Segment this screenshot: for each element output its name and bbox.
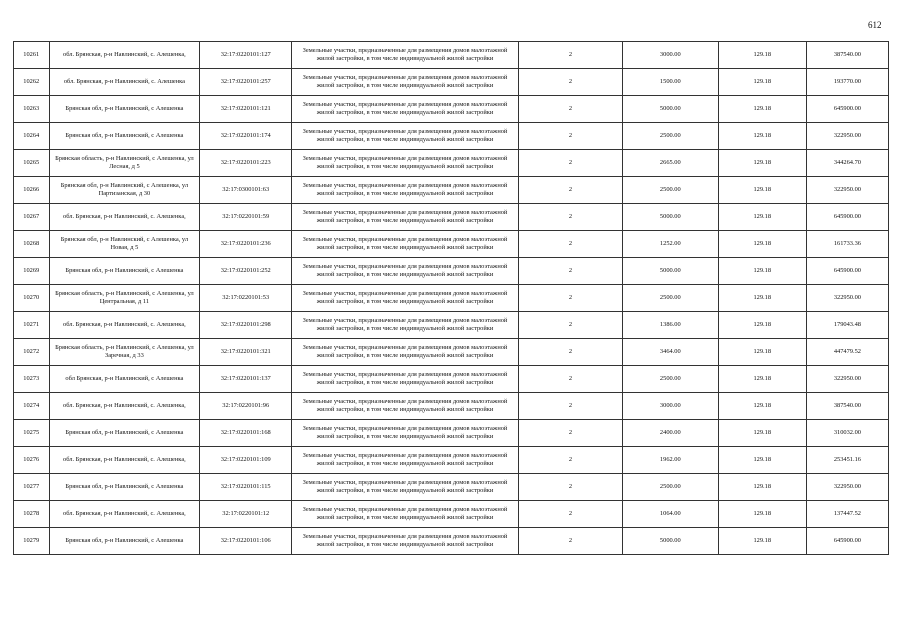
land-use-cell: Земельные участки, предназначенные для размещения домов малоэтажной жилой застройки, в том числе индивидуальной жилой застройки xyxy=(292,69,519,96)
cadastral-number-cell: 32:17:0220101:252 xyxy=(200,258,292,285)
area-cell: 5000.00 xyxy=(623,528,719,555)
address-cell: Брянская обл, р-н Навлинский, с Алешенка, ул Партизанская, д 30 xyxy=(49,177,200,204)
group-cell: 2 xyxy=(518,528,622,555)
cadastral-number-cell: 32:17:0220101:12 xyxy=(200,501,292,528)
cadastral-value-cell: 161733.36 xyxy=(806,231,888,258)
cadastral-number-cell: 32:17:0220101:174 xyxy=(200,123,292,150)
area-cell: 5000.00 xyxy=(623,258,719,285)
land-use-cell: Земельные участки, предназначенные для размещения домов малоэтажной жилой застройки, в том числе индивидуальной жилой застройки xyxy=(292,393,519,420)
land-use-cell: Земельные участки, предназначенные для размещения домов малоэтажной жилой застройки, в том числе индивидуальной жилой застройки xyxy=(292,177,519,204)
row-number: 10262 xyxy=(14,69,50,96)
row-number: 10264 xyxy=(14,123,50,150)
table-row xyxy=(14,258,889,285)
specific-value-cell: 129.18 xyxy=(718,285,806,312)
group-cell: 2 xyxy=(518,258,622,285)
page-number: 612 xyxy=(868,20,882,30)
group-cell: 2 xyxy=(518,150,622,177)
cadastral-number-cell: 32:17:0220101:168 xyxy=(200,420,292,447)
group-cell: 2 xyxy=(518,231,622,258)
land-use-cell: Земельные участки, предназначенные для размещения домов малоэтажной жилой застройки, в том числе индивидуальной жилой застройки xyxy=(292,258,519,285)
area-cell: 1064.00 xyxy=(623,501,719,528)
area-cell: 1500.00 xyxy=(623,69,719,96)
table-body xyxy=(14,42,889,555)
group-cell: 2 xyxy=(518,285,622,312)
row-number: 10272 xyxy=(14,339,50,366)
group-cell: 2 xyxy=(518,96,622,123)
group-cell: 2 xyxy=(518,42,622,69)
specific-value-cell: 129.18 xyxy=(718,528,806,555)
table-row xyxy=(14,177,889,204)
address-cell: Брянская обл, р-н Навлинский, с Алешенка xyxy=(49,420,200,447)
land-use-cell: Земельные участки, предназначенные для размещения домов малоэтажной жилой застройки, в том числе индивидуальной жилой застройки xyxy=(292,339,519,366)
cadastral-value-cell: 645900.00 xyxy=(806,528,888,555)
group-cell: 2 xyxy=(518,204,622,231)
group-cell: 2 xyxy=(518,366,622,393)
address-cell: обл. Брянская, р-н Навлинский, с. Алешенка, xyxy=(49,447,200,474)
group-cell: 2 xyxy=(518,123,622,150)
row-number: 10261 xyxy=(14,42,50,69)
address-cell: Брянская обл, р-н Навлинский, с Алешенка xyxy=(49,96,200,123)
specific-value-cell: 129.18 xyxy=(718,150,806,177)
row-number: 10270 xyxy=(14,285,50,312)
area-cell: 3000.00 xyxy=(623,42,719,69)
row-number: 10265 xyxy=(14,150,50,177)
group-cell: 2 xyxy=(518,177,622,204)
cadastral-number-cell: 32:17:0220101:298 xyxy=(200,312,292,339)
group-cell: 2 xyxy=(518,501,622,528)
area-cell: 2500.00 xyxy=(623,177,719,204)
address-cell: Брянская обл, р-н Навлинский, с Алешенка xyxy=(49,258,200,285)
specific-value-cell: 129.18 xyxy=(718,474,806,501)
specific-value-cell: 129.18 xyxy=(718,258,806,285)
cadastral-value-cell: 387540.00 xyxy=(806,393,888,420)
cadastral-value-cell: 322950.00 xyxy=(806,177,888,204)
cadastral-value-cell: 645900.00 xyxy=(806,204,888,231)
address-cell: Брянская обл, р-н Навлинский, с Алешенка xyxy=(49,528,200,555)
row-number: 10267 xyxy=(14,204,50,231)
area-cell: 1962.00 xyxy=(623,447,719,474)
specific-value-cell: 129.18 xyxy=(718,501,806,528)
land-use-cell: Земельные участки, предназначенные для размещения домов малоэтажной жилой застройки, в том числе индивидуальной жилой застройки xyxy=(292,528,519,555)
table-row xyxy=(14,312,889,339)
table-row xyxy=(14,528,889,555)
group-cell: 2 xyxy=(518,420,622,447)
row-number: 10268 xyxy=(14,231,50,258)
specific-value-cell: 129.18 xyxy=(718,42,806,69)
specific-value-cell: 129.18 xyxy=(718,366,806,393)
cadastral-number-cell: 32:17:0220101:127 xyxy=(200,42,292,69)
address-cell: обл. Брянская, р-н Навлинский, с. Алешенка xyxy=(49,69,200,96)
address-cell: обл. Брянская, р-н Навлинский, с. Алешенка, xyxy=(49,393,200,420)
area-cell: 3464.00 xyxy=(623,339,719,366)
address-cell: Брянская обл, р-н Навлинский, с Алешенка xyxy=(49,123,200,150)
specific-value-cell: 129.18 xyxy=(718,177,806,204)
area-cell: 3000.00 xyxy=(623,393,719,420)
cadastral-value-cell: 447479.52 xyxy=(806,339,888,366)
table-row xyxy=(14,231,889,258)
area-cell: 2500.00 xyxy=(623,123,719,150)
table-row xyxy=(14,366,889,393)
cadastral-value-cell: 322950.00 xyxy=(806,474,888,501)
address-cell: Брянская обл, р-н Навлинский, с Алешенка xyxy=(49,474,200,501)
land-use-cell: Земельные участки, предназначенные для размещения домов малоэтажной жилой застройки, в том числе индивидуальной жилой застройки xyxy=(292,285,519,312)
table-row xyxy=(14,501,889,528)
cadastral-number-cell: 32:17:0220101:59 xyxy=(200,204,292,231)
cadastral-value-cell: 322950.00 xyxy=(806,285,888,312)
specific-value-cell: 129.18 xyxy=(718,393,806,420)
cadastral-value-cell: 645900.00 xyxy=(806,258,888,285)
group-cell: 2 xyxy=(518,339,622,366)
land-use-cell: Земельные участки, предназначенные для размещения домов малоэтажной жилой застройки, в том числе индивидуальной жилой застройки xyxy=(292,312,519,339)
land-use-cell: Земельные участки, предназначенные для размещения домов малоэтажной жилой застройки, в том числе индивидуальной жилой застройки xyxy=(292,447,519,474)
cadastral-value-cell: 322950.00 xyxy=(806,123,888,150)
cadastral-number-cell: 32:17:0220101:137 xyxy=(200,366,292,393)
table-row xyxy=(14,420,889,447)
row-number: 10279 xyxy=(14,528,50,555)
table-row xyxy=(14,339,889,366)
table-row xyxy=(14,204,889,231)
area-cell: 2500.00 xyxy=(623,474,719,501)
area-cell: 2500.00 xyxy=(623,366,719,393)
specific-value-cell: 129.18 xyxy=(718,339,806,366)
group-cell: 2 xyxy=(518,474,622,501)
group-cell: 2 xyxy=(518,69,622,96)
cadastral-number-cell: 32:17:0220101:223 xyxy=(200,150,292,177)
area-cell: 2400.00 xyxy=(623,420,719,447)
cadastral-value-table xyxy=(13,41,889,555)
cadastral-number-cell: 32:17:0220101:53 xyxy=(200,285,292,312)
cadastral-value-cell: 310032.00 xyxy=(806,420,888,447)
group-cell: 2 xyxy=(518,312,622,339)
land-use-cell: Земельные участки, предназначенные для размещения домов малоэтажной жилой застройки, в том числе индивидуальной жилой застройки xyxy=(292,123,519,150)
table-row xyxy=(14,123,889,150)
cadastral-number-cell: 32:17:0220101:96 xyxy=(200,393,292,420)
cadastral-value-cell: 179043.48 xyxy=(806,312,888,339)
land-use-cell: Земельные участки, предназначенные для размещения домов малоэтажной жилой застройки, в том числе индивидуальной жилой застройки xyxy=(292,420,519,447)
cadastral-number-cell: 32:17:0220101:115 xyxy=(200,474,292,501)
specific-value-cell: 129.18 xyxy=(718,312,806,339)
table-row xyxy=(14,285,889,312)
row-number: 10276 xyxy=(14,447,50,474)
cadastral-value-cell: 344264.70 xyxy=(806,150,888,177)
row-number: 10271 xyxy=(14,312,50,339)
table-row xyxy=(14,474,889,501)
row-number: 10277 xyxy=(14,474,50,501)
table-row xyxy=(14,42,889,69)
table-row xyxy=(14,69,889,96)
row-number: 10273 xyxy=(14,366,50,393)
land-use-cell: Земельные участки, предназначенные для размещения домов малоэтажной жилой застройки, в том числе индивидуальной жилой застройки xyxy=(292,204,519,231)
cadastral-number-cell: 32:17:0220101:236 xyxy=(200,231,292,258)
specific-value-cell: 129.18 xyxy=(718,123,806,150)
cadastral-number-cell: 32:17:0300101:63 xyxy=(200,177,292,204)
cadastral-value-cell: 645900.00 xyxy=(806,96,888,123)
cadastral-value-cell: 387540.00 xyxy=(806,42,888,69)
cadastral-number-cell: 32:17:0220101:106 xyxy=(200,528,292,555)
area-cell: 1252.00 xyxy=(623,231,719,258)
area-cell: 5000.00 xyxy=(623,204,719,231)
address-cell: обл. Брянская, р-н Навлинский, с. Алешенка, xyxy=(49,42,200,69)
land-use-cell: Земельные участки, предназначенные для размещения домов малоэтажной жилой застройки, в том числе индивидуальной жилой застройки xyxy=(292,96,519,123)
address-cell: Брянская область, р-н Навлинский, с Алешенка, ул Центральная, д 11 xyxy=(49,285,200,312)
cadastral-number-cell: 32:17:0220101:109 xyxy=(200,447,292,474)
area-cell: 5000.00 xyxy=(623,96,719,123)
land-use-cell: Земельные участки, предназначенные для размещения домов малоэтажной жилой застройки, в том числе индивидуальной жилой застройки xyxy=(292,150,519,177)
row-number: 10275 xyxy=(14,420,50,447)
specific-value-cell: 129.18 xyxy=(718,204,806,231)
row-number: 10263 xyxy=(14,96,50,123)
specific-value-cell: 129.18 xyxy=(718,420,806,447)
land-use-cell: Земельные участки, предназначенные для размещения домов малоэтажной жилой застройки, в том числе индивидуальной жилой застройки xyxy=(292,231,519,258)
row-number: 10266 xyxy=(14,177,50,204)
specific-value-cell: 129.18 xyxy=(718,231,806,258)
cadastral-number-cell: 32:17:0220101:121 xyxy=(200,96,292,123)
specific-value-cell: 129.18 xyxy=(718,96,806,123)
row-number: 10278 xyxy=(14,501,50,528)
area-cell: 2500.00 xyxy=(623,285,719,312)
cadastral-value-cell: 253451.16 xyxy=(806,447,888,474)
row-number: 10269 xyxy=(14,258,50,285)
specific-value-cell: 129.18 xyxy=(718,447,806,474)
address-cell: обл. Брянская, р-н Навлинский, с. Алешенка, xyxy=(49,312,200,339)
table-row xyxy=(14,393,889,420)
land-use-cell: Земельные участки, предназначенные для размещения домов малоэтажной жилой застройки, в том числе индивидуальной жилой застройки xyxy=(292,366,519,393)
cadastral-value-cell: 193770.00 xyxy=(806,69,888,96)
cadastral-value-cell: 137447.52 xyxy=(806,501,888,528)
address-cell: обл Брянская, р-н Навлинский, с Алешенка xyxy=(49,366,200,393)
area-cell: 1386.00 xyxy=(623,312,719,339)
table-row xyxy=(14,447,889,474)
table-row xyxy=(14,150,889,177)
address-cell: обл. Брянская, р-н Навлинский, с. Алешенка, xyxy=(49,501,200,528)
address-cell: Брянская область, р-н Навлинский, с Алешенка, ул Лесная, д 5 xyxy=(49,150,200,177)
table-row xyxy=(14,96,889,123)
land-use-cell: Земельные участки, предназначенные для размещения домов малоэтажной жилой застройки, в том числе индивидуальной жилой застройки xyxy=(292,501,519,528)
address-cell: Брянская обл, р-н Навлинский, с Алешенка, ул Новая, д 5 xyxy=(49,231,200,258)
area-cell: 2665.00 xyxy=(623,150,719,177)
cadastral-number-cell: 32:17:0220101:257 xyxy=(200,69,292,96)
land-use-cell: Земельные участки, предназначенные для размещения домов малоэтажной жилой застройки, в том числе индивидуальной жилой застройки xyxy=(292,474,519,501)
group-cell: 2 xyxy=(518,447,622,474)
group-cell: 2 xyxy=(518,393,622,420)
specific-value-cell: 129.18 xyxy=(718,69,806,96)
land-use-cell: Земельные участки, предназначенные для размещения домов малоэтажной жилой застройки, в том числе индивидуальной жилой застройки xyxy=(292,42,519,69)
row-number: 10274 xyxy=(14,393,50,420)
cadastral-number-cell: 32:17:0220101:321 xyxy=(200,339,292,366)
address-cell: Брянская область, р-н Навлинский, с Алешенка, ул Заречная, д 33 xyxy=(49,339,200,366)
cadastral-value-cell: 322950.00 xyxy=(806,366,888,393)
address-cell: обл. Брянская, р-н Навлинский, с. Алешенка, xyxy=(49,204,200,231)
